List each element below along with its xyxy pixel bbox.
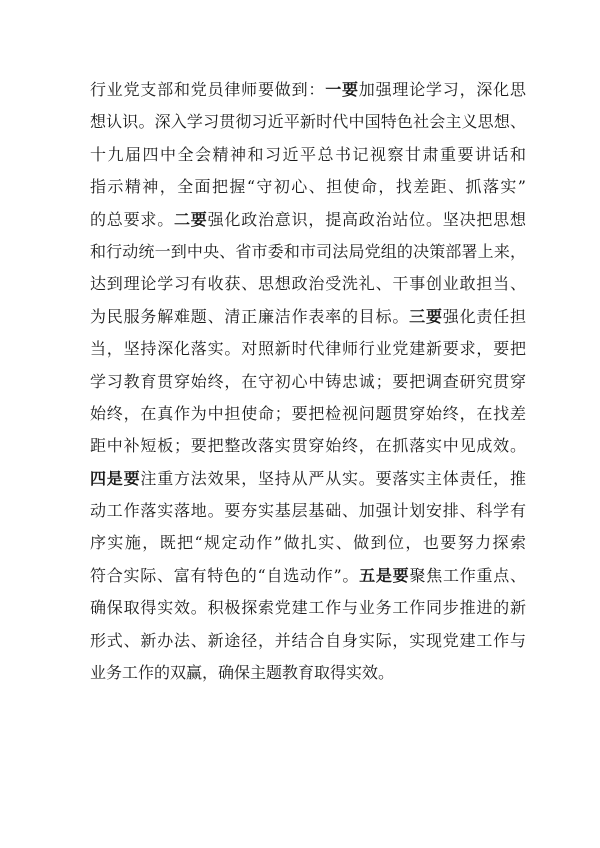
emphasis-yiyao: 一要 [325,80,359,99]
text-line: 为民服务解难题、清正廉洁作表率的目标。三要强化责任担 [90,306,526,326]
emphasis-sanyao: 三要 [409,306,443,326]
body-paragraph [90,74,526,689]
text-line: 形式、新办法、新途径，并结合自身实际，实现党建工作与 [90,630,526,650]
text-line: 符合实际、富有特色的“自选动作”。五是要聚焦工作重点、 [90,565,526,585]
text-line: 十九届四中全会精神和习近平总书记视察甘肃重要讲话和 [90,144,526,164]
text-line: 动工作落实落地。要夯实基层基础、加强计划安排、科学有 [90,501,526,521]
text-line: 学习教育贯穿始终，在守初心中铸忠诚；要把调查研究贯穿 [90,371,526,391]
emphasis-sishiyao: 四是要 [90,468,141,488]
emphasis-eryao: 二要 [174,209,208,229]
text-line: 业务工作的双赢，确保主题教育取得实效。 [90,663,395,683]
text-line: 始终，在真作为中担使命；要把检视问题贯穿始终，在找差 [90,403,526,423]
text-line: 序实施，既把“规定动作”做扎实、做到位，也要努力探索 [90,533,526,553]
emphasis-wushiyao: 五是要 [359,565,410,585]
text-line: 达到理论学习有收获、思想政治受洗礼、干事创业敢担当、 [90,274,526,294]
text-line: 指示精神，全面把握“守初心、担使命，找差距、抓落实” [90,177,526,197]
text-line: 当，坚持深化落实。对照新时代律师行业党建新要求，要把 [90,339,526,359]
text-line: 四是要注重方法效果，坚持从严从实。要落实主体责任，推 [90,468,526,488]
text-line: 和行动统一到中央、省市委和市司法局党组的决策部署上来， [90,241,526,261]
text-line: 想认识。深入学习贯彻习近平新时代中国特色社会主义思想、 [90,112,526,132]
text-line: 确保取得实效。积极探索党建工作与业务工作同步推进的新 [90,598,526,618]
text-line: 的总要求。二要强化政治意识，提高政治站位。坚决把思想 [90,209,526,229]
text-line: 距中补短板；要把整改落实贯穿始终，在抓落实中见成效。 [90,436,526,456]
text-line: 行业党支部和党员律师要做到：一要加强理论学习，深化思 [90,80,526,99]
